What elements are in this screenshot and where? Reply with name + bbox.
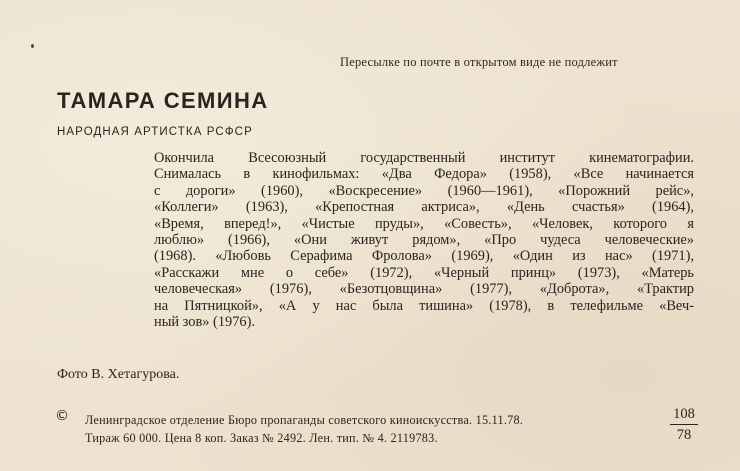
bio-line: Снималась в кинофильмах: «Два Федора» (1958), «Все начинается: [154, 166, 694, 183]
biography: [154, 150, 694, 330]
bio-line: «Коллеги» (1963), «Крепостная актриса», «День счастья» (1964),: [154, 199, 694, 216]
ink-speck: [31, 44, 34, 48]
print-run-line: Тираж 60 000. Цена 8 коп. Заказ № 2492. Лен. тип. № 4. 2119783.: [85, 431, 438, 445]
bio-line: (1968). «Любовь Серафима Фролова» (1969), «Один из нас» (1971),: [154, 248, 694, 265]
bio-line: люблю» (1966), «Они живут рядом», «Про чудеса человеческие»: [154, 231, 694, 248]
postal-notice: Пересылке по почте в открытом виде не подлежит: [340, 55, 618, 69]
catalog-fraction: [670, 405, 698, 444]
publisher-line: Ленинградское отделение Бюро пропаганды советского киноискусства. 15.11.78.: [85, 413, 524, 427]
bio-line: с дороги» (1960), «Воскресение» (1960—1961), «Порожний рейс»,: [154, 182, 694, 199]
fraction-numerator: 108: [673, 406, 695, 422]
fraction-bar: [670, 424, 698, 425]
bio-line: «Расскажи мне о себе» (1972), «Черный принц» (1973), «Матерь: [154, 264, 694, 281]
photo-credit: Фото В. Хетагурова.: [57, 367, 180, 382]
bio-line: на Пятницкой», «А у нас была тишина» (1978), в телефильме «Веч-: [154, 297, 694, 314]
fraction-denominator: 78: [676, 427, 692, 443]
bio-line: ный зов» (1976).: [154, 313, 256, 330]
bio-line: «Время, вперед!», «Чистые пруды», «Совесть», «Человек, которого я: [154, 215, 694, 232]
copyright-icon: ©: [55, 408, 69, 424]
bio-line: Окончила Всесоюзный государственный институт кинематографии.: [154, 150, 694, 166]
bio-line: человеческая» (1976), «Безотцовщина» (1977), «Доброта», «Трактир: [154, 281, 694, 298]
honorary-title: НАРОДНАЯ АРТИСТКА РСФСР: [57, 126, 253, 138]
actress-name: ТАМАРА СЕМИНА: [57, 88, 269, 113]
